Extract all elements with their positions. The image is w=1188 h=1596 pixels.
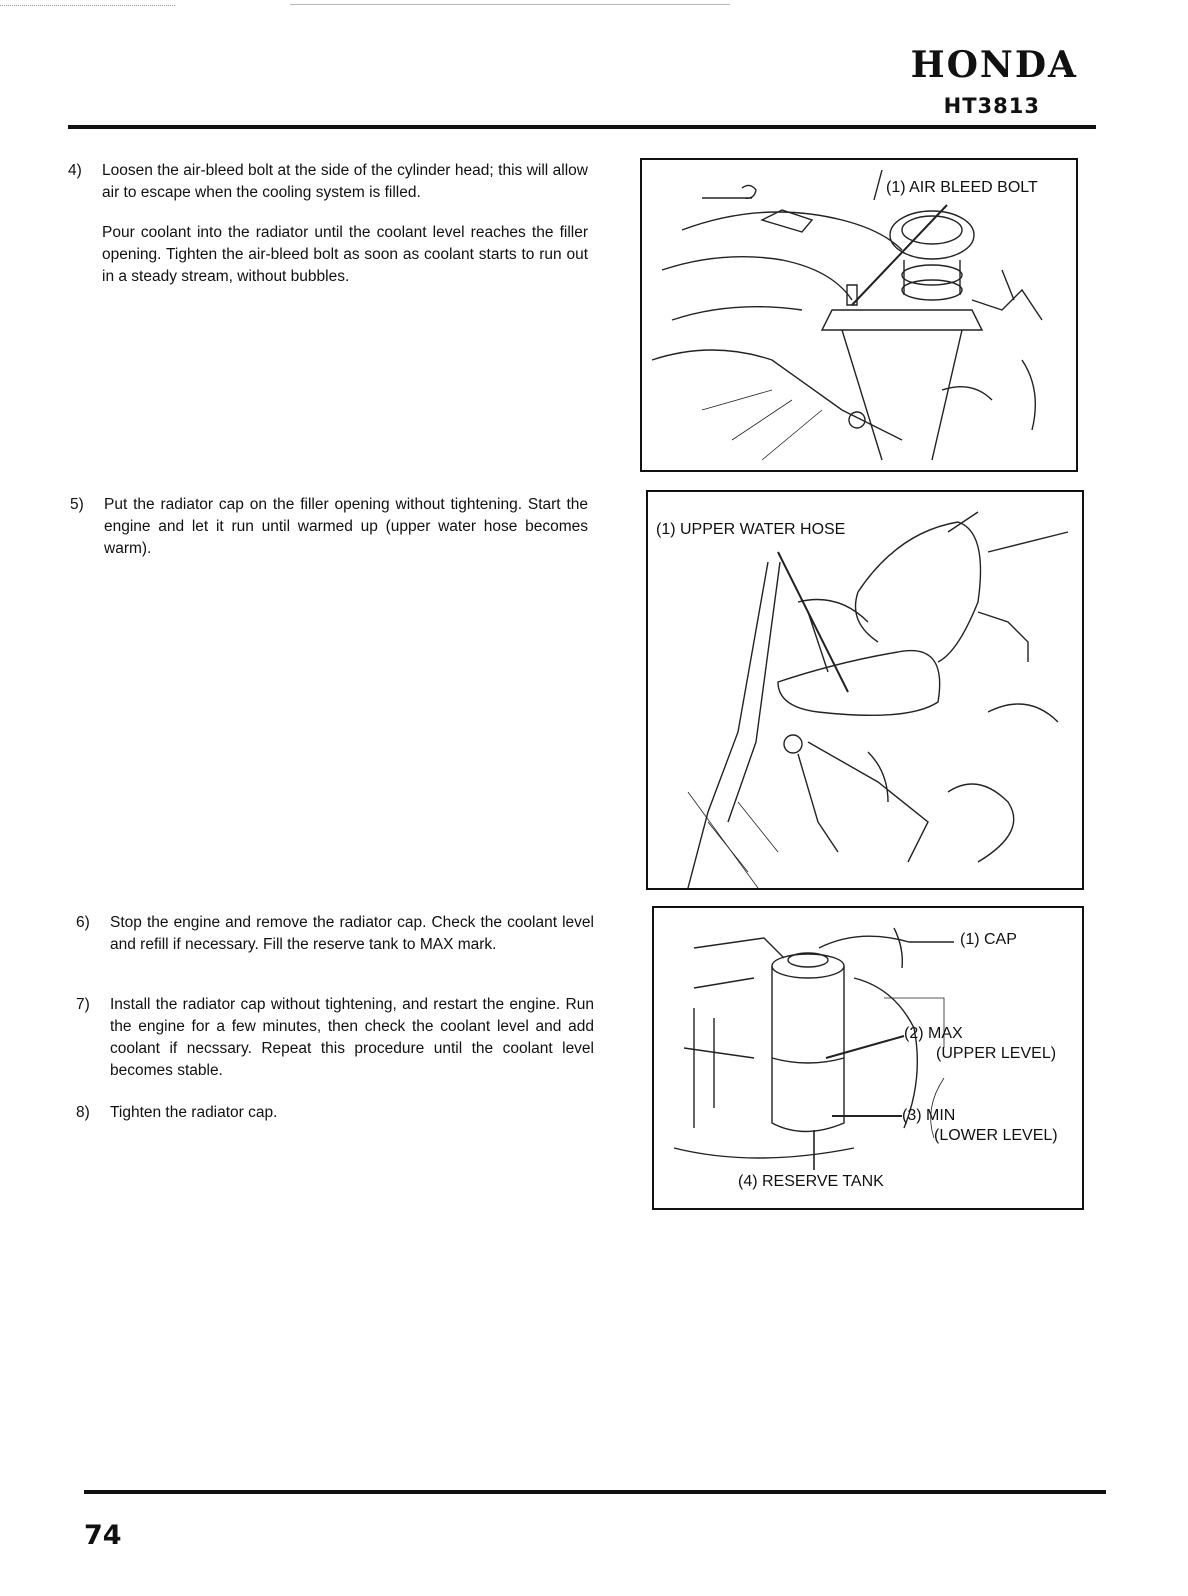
callout-min-sub: (LOWER LEVEL) xyxy=(934,1127,1058,1144)
step-4 xyxy=(68,160,588,306)
footer-rule xyxy=(84,1490,1106,1494)
step-paragraph: Stop the engine and remove the radiator cap. Check the coolant level and refill if necessary. Fill the reserve tank to MAX mark. xyxy=(110,914,594,953)
step-paragraph: Install the radiator cap without tightening, and restart the engine. Run the engine for a few minutes, then check the coolant level and add coolant if necssary. Repeat this procedure until the coolant level becomes stable. xyxy=(110,996,594,1079)
step-paragraph: Pour coolant into the radiator until the coolant level reaches the filler opening. Tighten the air-bleed bolt as soon as coolant starts to run out in a steady stream, without bubbles. xyxy=(102,224,588,285)
step-number: 6) xyxy=(76,914,90,931)
callout-upper-water-hose: (1) UPPER WATER HOSE xyxy=(656,521,846,538)
step-number: 7) xyxy=(76,996,90,1013)
callout-air-bleed-bolt: (1) AIR BLEED BOLT xyxy=(886,179,1038,196)
callout-cap: (1) CAP xyxy=(960,931,1017,948)
step-number: 4) xyxy=(68,162,82,179)
header-rule xyxy=(68,125,1096,129)
figure-reserve-tank xyxy=(652,906,1084,1210)
callout-reserve-tank: (4) RESERVE TANK xyxy=(738,1173,884,1190)
model-number: HT3813 xyxy=(943,94,1040,118)
scan-artifact-line xyxy=(290,4,730,5)
step-5 xyxy=(70,494,588,578)
step-number: 8) xyxy=(76,1104,90,1121)
step-8 xyxy=(76,1102,594,1142)
step-number: 5) xyxy=(70,496,84,513)
engine-illustration xyxy=(642,160,1076,470)
callout-max: (2) MAX xyxy=(904,1025,963,1042)
callout-max-sub: (UPPER LEVEL) xyxy=(936,1045,1057,1062)
step-paragraph: Tighten the radiator cap. xyxy=(110,1104,278,1121)
hose-illustration xyxy=(648,492,1082,888)
step-6 xyxy=(76,912,594,974)
callout-min: (3) MIN xyxy=(902,1107,956,1124)
figure-air-bleed-bolt xyxy=(640,158,1078,472)
scan-artifact-dots xyxy=(0,5,175,6)
brand-logo: HONDA xyxy=(910,44,1078,86)
step-paragraph: Loosen the air-bleed bolt at the side of the cylinder head; this will allow air to escape when the cooling system is filled. xyxy=(102,162,588,201)
step-paragraph: Put the radiator cap on the filler opening without tightening. Start the engine and let it run until warmed up (upper water hose becomes warm). xyxy=(104,496,588,557)
step-7 xyxy=(76,994,594,1100)
page-number: 74 xyxy=(84,1520,122,1551)
figure-upper-water-hose xyxy=(646,490,1084,890)
